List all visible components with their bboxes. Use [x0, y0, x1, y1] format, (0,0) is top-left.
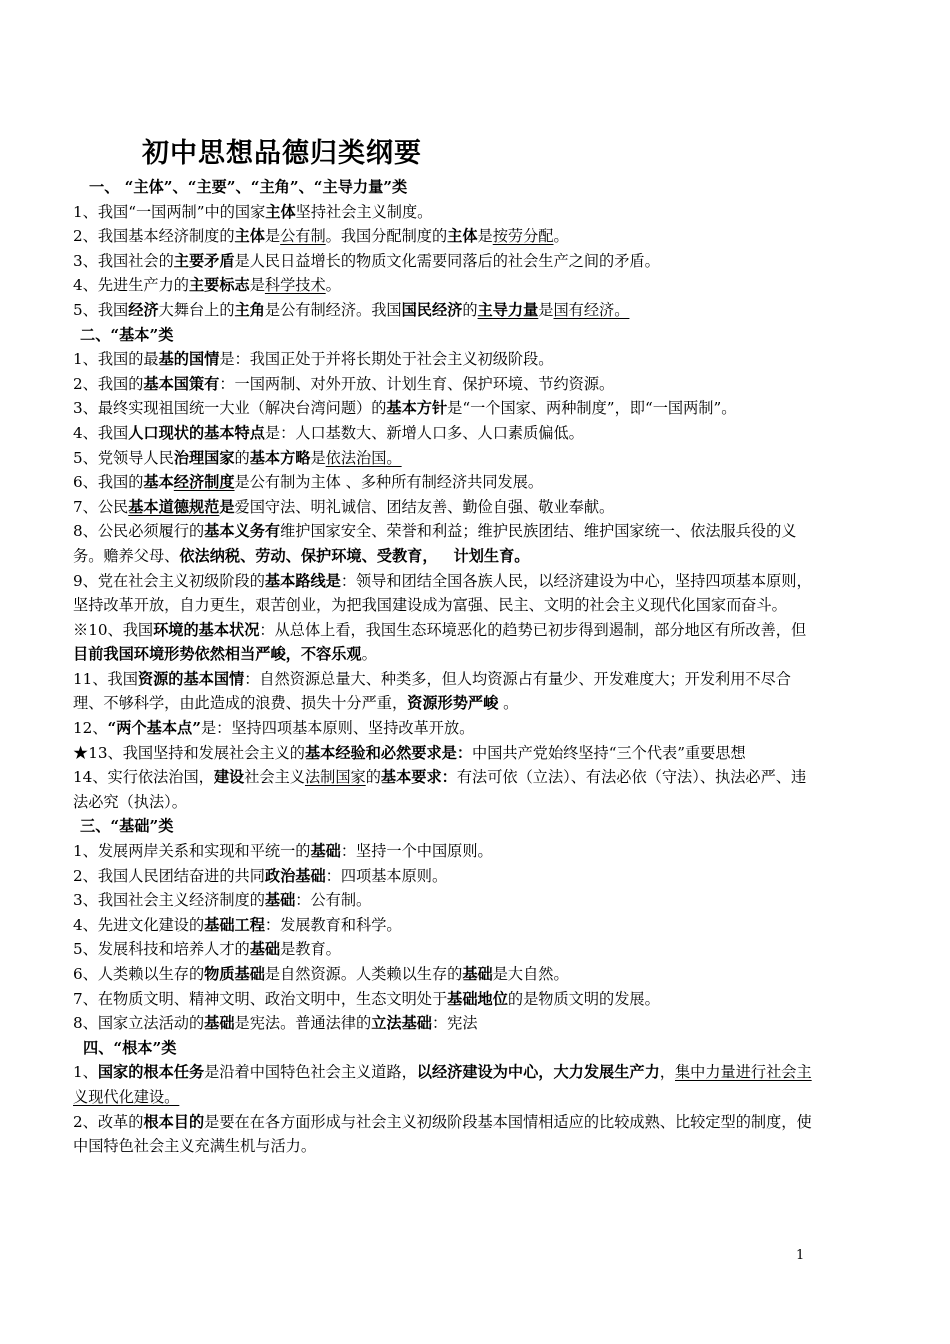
- emphasized-text: 基础: [249, 940, 281, 959]
- list-item: [73, 765, 818, 814]
- text-segment: 是公有制经济。我国: [264, 300, 402, 319]
- underlined-text: 国有经济。: [553, 300, 630, 319]
- list-item: [73, 937, 818, 962]
- emphasized-text: 基础地位: [447, 989, 508, 1008]
- list-item: [73, 224, 818, 249]
- text-segment: 是：坚持四项基本原则、坚持改革开放。: [200, 719, 475, 738]
- underlined-text: 依法治国。: [325, 448, 402, 467]
- text-segment: 1、我国的最: [73, 350, 159, 369]
- list-item: [73, 1011, 818, 1036]
- emphasized-text: 主角: [234, 300, 265, 319]
- text-segment: 2、改革的: [73, 1112, 144, 1131]
- emphasized-text: 基础: [462, 965, 493, 983]
- text-segment: 维护国家安全、荣誉和利益；维护民族团结、维护国家统一、依法服兵役的义务。赡养父母、: [73, 522, 797, 565]
- text-segment: 11、我国: [73, 669, 138, 688]
- list-item: [73, 298, 818, 323]
- text-segment: 大舞台上的: [158, 300, 235, 319]
- text-segment: ：从总体上看，我国生态环境恶化的趋势已初步得到遏制，部分地区有所改善，但: [259, 620, 807, 639]
- text-segment: 3、我国社会的: [73, 251, 174, 270]
- text-segment: ：领导和团结全国各族人民，以经济建设为中心，坚持四项基本原则，坚持改革开放，自力更生，艰苦创业，为把我国建设成为富强、民主、文明的社会主义现代化国家而奋斗。: [73, 571, 812, 615]
- emphasized-text: 主导力量: [477, 300, 539, 319]
- section-heading: 四、“根本”类: [83, 1038, 177, 1057]
- emphasized-text: 环境的基本状况: [153, 620, 260, 639]
- emphasized-text: 建设: [213, 768, 245, 787]
- list-item: [73, 446, 818, 471]
- text-segment: 。: [553, 227, 569, 246]
- text-segment: 3、我国社会主义经济制度的: [73, 891, 265, 910]
- text-segment: 2、我国基本经济制度的: [73, 227, 235, 246]
- emphasized-text: “两个基本点”: [107, 719, 201, 738]
- list-item: [73, 618, 818, 667]
- emphasized-text: 国家的根本任务: [97, 1063, 205, 1082]
- emphasized-text: 以经济建设为中心，大力发展生产力: [416, 1063, 660, 1082]
- emphasized-text: 治理国家: [173, 448, 235, 467]
- list-item: [73, 249, 818, 274]
- emphasized-text: 主要矛盾: [173, 251, 235, 270]
- text-segment: 的是物质文明的发展。: [507, 989, 660, 1008]
- text-segment: 的: [234, 448, 250, 467]
- text-segment: 。: [361, 645, 377, 664]
- list-item: [73, 273, 818, 298]
- text-segment: 是：人口基数大、新增人口多、人口素质偏低。: [264, 423, 584, 442]
- text-segment: 是“一个国家、两种制度”，即“一国两制”。: [447, 399, 737, 418]
- text-segment: 5、我国: [73, 300, 129, 319]
- text-segment: 4、先进生产力的: [73, 276, 189, 295]
- list-item: [73, 396, 818, 421]
- emphasized-text: 主要标志: [188, 276, 250, 295]
- text-segment: 2、我国人民团结奋进的共同: [73, 866, 265, 885]
- text-segment: 。: [325, 276, 341, 295]
- text-segment: ，: [659, 1063, 675, 1082]
- list-item: [73, 741, 818, 766]
- text-segment: 是教育。: [280, 940, 341, 959]
- text-segment: 1、: [73, 1063, 98, 1082]
- emphasized-text: 根本目的: [143, 1112, 205, 1131]
- emphasized-text: 基本要求：: [380, 768, 457, 787]
- list-item: [73, 519, 818, 568]
- text-segment: 爱国守法、明礼诚信、团结友善、勤俭自强、敬业奉献。: [234, 497, 615, 516]
- text-segment: 14、实行依法治国，: [73, 768, 214, 787]
- text-segment: 是人民日益增长的物质文化需要同落后的社会生产之间的矛盾。: [234, 251, 660, 270]
- text-segment: 6、人类赖以生存的: [73, 965, 205, 983]
- emphasized-text: 基本国策有: [143, 374, 220, 393]
- text-segment: 9、党在社会主义初级阶段的: [73, 571, 265, 590]
- text-segment: 4、我国: [73, 423, 129, 442]
- text-segment: 。: [498, 694, 519, 713]
- emphasized-text: 基础工程: [204, 915, 265, 934]
- list-item: [73, 200, 818, 225]
- text-segment: 是沿着中国特色社会主义道路，: [204, 1063, 417, 1082]
- section-heading: 二、“基本”类: [80, 325, 174, 344]
- document-body: [73, 175, 818, 1159]
- list-item: [73, 888, 818, 913]
- text-segment: 12、: [73, 719, 108, 738]
- emphasized-text: 人口现状的基本特点: [128, 423, 265, 442]
- emphasized-text: 资源形势严峻: [407, 694, 499, 713]
- underlined-text: 集中力量进行社会主义现代化建设。: [73, 1063, 812, 1106]
- list-item: [73, 372, 818, 397]
- text-segment: 7、公民: [73, 497, 129, 516]
- emphasized-text: 主体: [447, 227, 478, 246]
- list-item: [73, 864, 818, 889]
- list-item: [73, 470, 818, 495]
- emphasized-text: 主体: [234, 227, 265, 246]
- emphasized-text: 基本经验和必然要求是：: [304, 743, 473, 762]
- text-segment: 是自然资源。人类赖以生存的: [264, 965, 463, 983]
- text-segment: ：发展教育和科学。: [264, 915, 402, 934]
- list-item: [73, 913, 818, 938]
- text-segment: 。我国分配制度的: [325, 227, 448, 246]
- text-segment: ：公有制。: [295, 891, 372, 910]
- text-segment: 是: [310, 448, 326, 467]
- emphasized-text: 经济: [128, 300, 159, 319]
- emphasized-text: 国民经济: [401, 300, 463, 319]
- text-segment: ※10、我国: [73, 620, 154, 639]
- emphasized-text: 基础: [204, 1014, 235, 1033]
- text-segment: 5、发展科技和培养人才的: [73, 940, 250, 959]
- text-segment: 有法可依（立法）、有法必依（守法）、执法必严、违法必究（执法）。: [73, 768, 807, 811]
- text-segment: ：四项基本原则。: [325, 866, 448, 885]
- text-segment: ：: [219, 374, 235, 393]
- text-segment: 7、在物质文明、精神文明、政治文明中，生态文明处于: [73, 989, 448, 1008]
- text-segment: 1、我国“一国两制”中的国家: [73, 202, 266, 221]
- text-segment: 是大自然。: [492, 965, 569, 983]
- text-segment: 中国共产党始终坚持“三个代表”重要思想: [472, 743, 746, 762]
- list-item: [73, 1110, 818, 1159]
- underlined-text: 公有制: [280, 227, 326, 246]
- emphasized-text: 基本: [143, 473, 174, 492]
- text-segment: 社会主义: [244, 768, 305, 787]
- text-segment: 5、党领导人民: [73, 448, 174, 467]
- emphasized-text: 依法纳税、劳动、保护环境、受教育，: [179, 546, 438, 565]
- list-item: [73, 495, 818, 520]
- underlined-text: 按劳分配: [492, 227, 554, 246]
- document-title: 初中思想品德归类纲要: [142, 138, 422, 169]
- text-segment: 是公有制为主体 、多种所有制经济共同发展。: [234, 473, 544, 492]
- list-item: [73, 667, 818, 716]
- text-segment: 的: [462, 300, 478, 319]
- emphasized-text: 主体: [265, 202, 296, 221]
- emphasized-text: 基本路线是: [264, 571, 341, 590]
- emphasized-text: 政治基础: [264, 866, 326, 885]
- list-item: [73, 962, 818, 987]
- emphasized-text: 基本义务有: [204, 522, 281, 541]
- list-item: [73, 421, 818, 446]
- text-segment: ：自然资源总量大、种类多，但人均资源占有量少、开发难度大；开发利用不尽合理、不够科学，由此造成的浪费、损失十分严重，: [73, 669, 791, 713]
- emphasized-text: 物质基础: [204, 965, 265, 983]
- text-segment: 3、最终实现祖国统一大业（解决台湾问题）的: [73, 399, 387, 418]
- list-item: [73, 347, 818, 372]
- emphasized-text: 是: [219, 497, 235, 516]
- text-segment: ★13、我国坚持和发展社会主义的: [73, 743, 305, 762]
- text-segment: 是：我国正处于并将长期处于社会主义初级阶段。: [219, 350, 554, 369]
- text-segment: ：宪法: [431, 1014, 478, 1033]
- list-item: [73, 569, 818, 618]
- text-segment: 4、先进文化建设的: [73, 915, 205, 934]
- text-segment: ：坚持一个中国原则。: [340, 842, 493, 861]
- list-item: [73, 839, 818, 864]
- text-segment: 是: [249, 276, 265, 295]
- emphasized-text: 基础: [264, 891, 296, 910]
- emphasized-text: 基础: [310, 842, 341, 861]
- emphasized-text: 经济制度: [173, 473, 235, 492]
- underlined-text: 法制国家: [304, 768, 366, 787]
- emphasized-text: 计划生育。: [453, 546, 530, 565]
- list-item: [73, 1060, 818, 1109]
- emphasized-text: 立法基础: [371, 1014, 432, 1033]
- list-item: [73, 716, 818, 741]
- text-segment: 是: [477, 227, 493, 246]
- text-segment: 8、国家立法活动的: [73, 1014, 205, 1033]
- text-segment: 是要在在各方面形成与社会主义初级阶段基本国情相适应的比较成熟、比较定型的制度，使中国特色社会主义充满生机与活力。: [73, 1112, 812, 1156]
- section-heading: 三、“基础”类: [80, 817, 174, 836]
- text-segment: 是: [264, 227, 281, 246]
- text-segment: 8、公民必须履行的: [73, 522, 205, 541]
- text-segment: 6、我国的: [73, 473, 144, 492]
- text-segment: 一国两制、对外开放、计划生育、保护环境、节约资源。: [234, 374, 615, 393]
- emphasized-text: 目前我国环境形势依然相当严峻，不容乐观: [73, 645, 362, 664]
- text-segment: 是: [538, 300, 554, 319]
- page-number: 1: [796, 1248, 805, 1263]
- text-segment: 是宪法。普通法律的: [234, 1014, 372, 1033]
- emphasized-text: 基本道德规范: [128, 497, 220, 516]
- emphasized-text: 基本方针: [386, 399, 448, 418]
- section-heading: 一、 “主体”、“主要”、“主角”、“主导力量”类: [89, 178, 408, 196]
- emphasized-text: 基的国情: [158, 350, 220, 369]
- emphasized-text: 基本方略: [249, 448, 311, 467]
- emphasized-text: 资源的基本国情: [137, 669, 245, 688]
- text-segment: 的: [365, 768, 381, 787]
- text-segment: 坚持社会主义制度。: [295, 202, 433, 221]
- text-segment: 1、发展两岸关系和实现和平统一的: [73, 842, 311, 861]
- underlined-text: 科学技术: [264, 276, 326, 295]
- text-segment: 2、我国的: [73, 374, 144, 393]
- list-item: [73, 987, 818, 1012]
